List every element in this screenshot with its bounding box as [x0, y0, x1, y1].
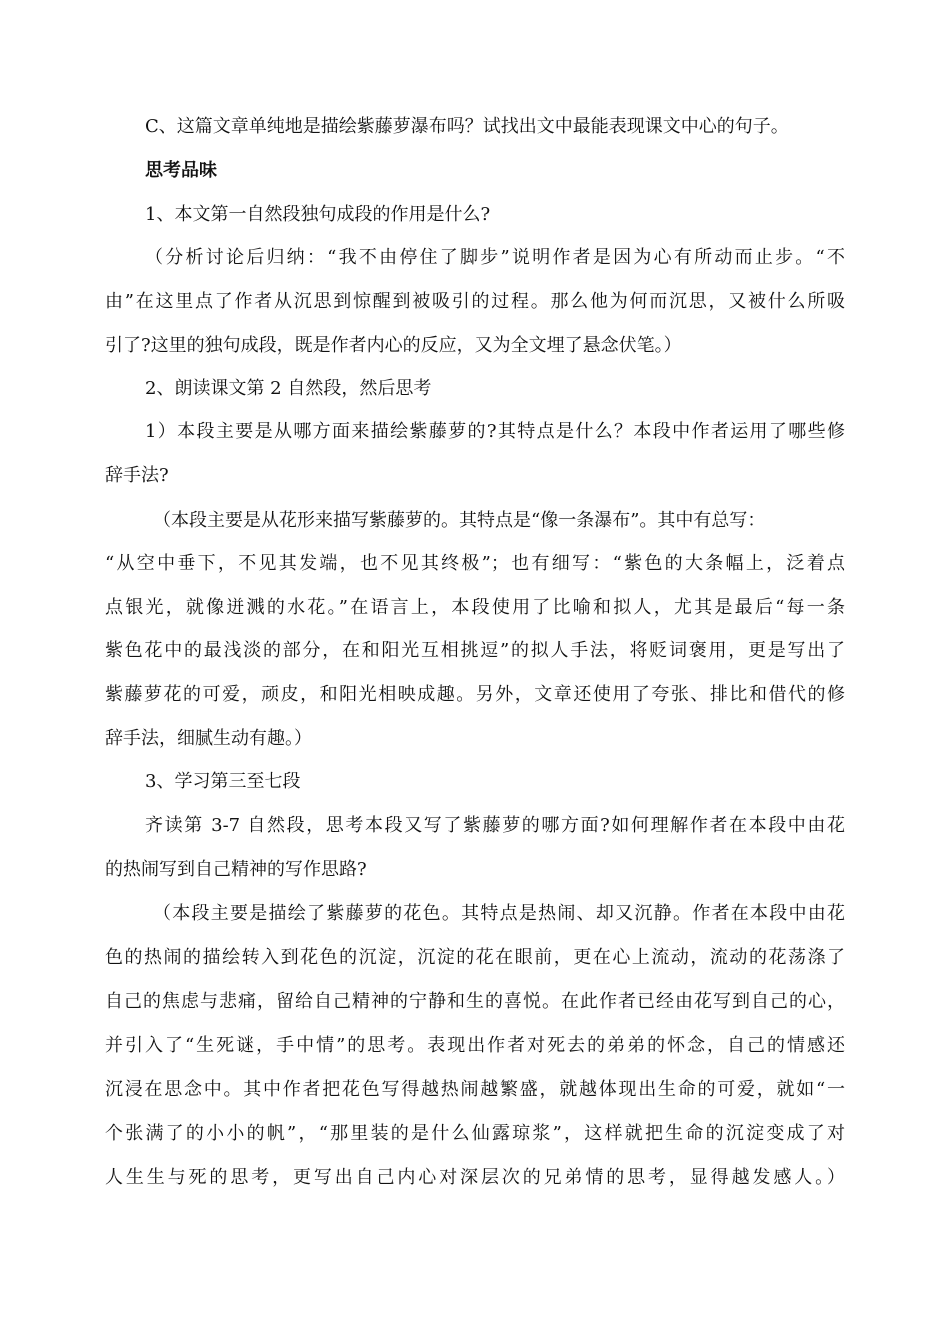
answer-2-line: 紫藤萝花的可爱，顽皮，和阳光相映成趣。另外，文章还使用了夸张、排比和借代的修	[105, 684, 845, 705]
answer-2-line: （本段主要是从花形来描写紫藤萝的。其特点是“像一条瀑布”。其中有总写：	[153, 510, 766, 531]
answer-3-line: 人生生与死的思考，更写出自己内心对深层次的兄弟情的思考，显得越发感人。）	[105, 1167, 845, 1188]
question-3-line: 齐读第 3-7 自然段，思考本段又写了紫藤萝的哪方面?如何理解作者在本段中由花	[145, 815, 845, 836]
answer-2-line: “从空中垂下，不见其发端，也不见其终极”；也有细写：“紫色的大条幅上，泛着点	[105, 553, 845, 574]
section-heading: 思考品味	[145, 160, 217, 181]
question-3: 3、学习第三至七段	[145, 771, 301, 792]
question-1: 1、本文第一自然段独句成段的作用是什么?	[145, 204, 491, 225]
answer-3-line: （本段主要是描绘了紫藤萝的花色。其特点是热闹、却又沉静。作者在本段中由花	[153, 903, 845, 924]
answer-1-line: 引了?这里的独句成段，既是作者内心的反应，又为全文埋了悬念伏笔。）	[105, 335, 682, 356]
answer-3-line: 并引入了“生死谜，手中情”的思考。表现出作者对死去的弟弟的怀念，自己的情感还	[105, 1035, 845, 1056]
answer-3-line: 个张满了的小小的帆”，“那里装的是什么仙露琼浆”，这样就把生命的沉淀变成了对	[105, 1123, 845, 1144]
question-2-1-line: 1）本段主要是从哪方面来描绘紫藤萝的?其特点是什么？本段中作者运用了哪些修	[145, 421, 845, 442]
answer-2-line: 紫色花中的最浅淡的部分，在和阳光互相挑逗”的拟人手法，将贬词褒用，更是写出了	[105, 640, 845, 661]
answer-3-line: 色的热闹的描绘转入到花色的沉淀，沉淀的花在眼前，更在心上流动，流动的花荡涤了	[105, 947, 845, 968]
answer-2-line: 点银光，就像迸溅的水花。”在语言上，本段使用了比喻和拟人，尤其是最后“每一条	[105, 597, 845, 618]
answer-3-line: 自己的焦虑与悲痛，留给自己精神的宁静和生的喜悦。在此作者已经由花写到自己的心，	[105, 991, 845, 1012]
question-c: C、这篇文章单纯地是描绘紫藤萝瀑布吗？试找出文中最能表现课文中心的句子。	[145, 116, 789, 137]
answer-3-line: 沉浸在思念中。其中作者把花色写得越热闹越繁盛，就越体现出生命的可爱，就如“一	[105, 1079, 845, 1100]
answer-1-line: （分析讨论后归纳：“我不由停住了脚步”说明作者是因为心有所动而止步。“不	[145, 247, 845, 268]
answer-2-line: 辞手法，细腻生动有趣。）	[105, 728, 312, 749]
answer-1-line: 由”在这里点了作者从沉思到惊醒到被吸引的过程。那么他为何而沉思，又被什么所吸	[105, 291, 845, 312]
question-3-line: 的热闹写到自己精神的写作思路?	[105, 859, 367, 880]
question-2: 2、朗读课文第 2 自然段，然后思考	[145, 378, 432, 399]
question-2-1-line: 辞手法?	[105, 465, 169, 486]
